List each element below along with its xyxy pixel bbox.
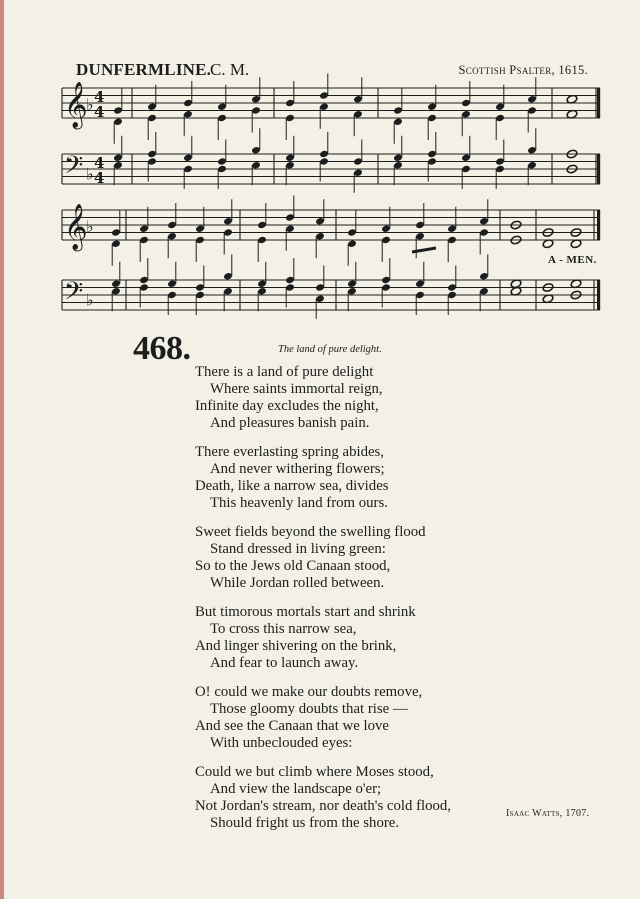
verse-line: This heavenly land from ours.	[210, 495, 388, 511]
amen-lyric: A - MEN.	[548, 254, 597, 266]
verse-line: So to the Jews old Canaan stood,	[195, 558, 391, 574]
final-barline	[597, 154, 600, 184]
bass-clef-icon: 𝄢	[64, 151, 84, 186]
verse-line: Infinite day excludes the night,	[195, 398, 379, 414]
time-signature-top: 4	[94, 154, 105, 172]
verse-line: Stand dressed in living green:	[210, 541, 386, 557]
verse-line: Death, like a narrow sea, divides	[195, 478, 389, 494]
verse-line: Sweet fields beyond the swelling flood	[195, 524, 426, 540]
verse-line: Not Jordan's stream, nor death's cold flood,	[195, 798, 452, 814]
verse-line: And view the landscape o'er;	[210, 781, 382, 797]
bass-clef-icon: 𝄢	[64, 277, 84, 312]
final-barline	[597, 280, 600, 310]
stanza	[195, 764, 525, 832]
time-signature-top: 4	[94, 88, 105, 106]
verse-line: But timorous mortals start and shrink	[195, 604, 416, 620]
verse-line: Could we but climb where Moses stood,	[195, 764, 434, 780]
verse-line: And pleasures banish pain.	[210, 415, 370, 431]
verse-line: Where saints immortal reign,	[210, 381, 383, 397]
verse-line: There is a land of pure delight	[195, 364, 374, 380]
stanza	[195, 604, 525, 672]
final-barline	[597, 210, 600, 240]
verse-line: Those gloomy doubts that rise —	[210, 701, 408, 717]
verse-line: There everlasting spring abides,	[195, 444, 385, 460]
hymn-subtitle: The land of pure delight.	[278, 344, 382, 355]
tune-meter: C. M.	[210, 60, 250, 79]
verse-line: While Jordan rolled between.	[210, 575, 385, 591]
verse-line: O! could we make our doubts remove,	[195, 684, 423, 700]
verse-line: With unbeclouded eyes:	[210, 735, 353, 751]
verse-line: And never withering flowers;	[210, 461, 385, 477]
treble-clef-icon: 𝄞	[64, 82, 88, 128]
verse-line: And see the Canaan that we love	[195, 718, 389, 734]
hymn-number: 468.	[133, 330, 191, 367]
stanza	[195, 524, 525, 592]
stanza	[195, 444, 525, 512]
hymn-author: Isaac Watts, 1707.	[506, 808, 590, 819]
verse-line: And fear to launch away.	[210, 655, 359, 671]
music-score	[0, 0, 640, 330]
flat-icon: ♭	[86, 94, 94, 114]
flat-icon: ♭	[86, 216, 94, 236]
note-beam	[412, 248, 436, 252]
stanza	[195, 364, 525, 432]
treble-clef-icon: 𝄞	[64, 204, 88, 250]
verse-line: To cross this narrow sea,	[210, 621, 357, 637]
stanza	[195, 684, 525, 752]
flat-icon: ♭	[86, 290, 94, 310]
hymn-verses	[195, 364, 525, 844]
final-barline	[597, 88, 600, 118]
time-signature-bottom: 4	[94, 169, 105, 187]
verse-line: And linger shivering on the brink,	[195, 638, 397, 654]
tune-name: DUNFERMLINE.	[76, 60, 212, 79]
verse-line: Should fright us from the shore.	[210, 815, 400, 831]
tune-source: Scottish Psalter, 1615.	[458, 63, 588, 77]
flat-icon: ♭	[86, 164, 94, 184]
time-signature-bottom: 4	[94, 103, 105, 121]
